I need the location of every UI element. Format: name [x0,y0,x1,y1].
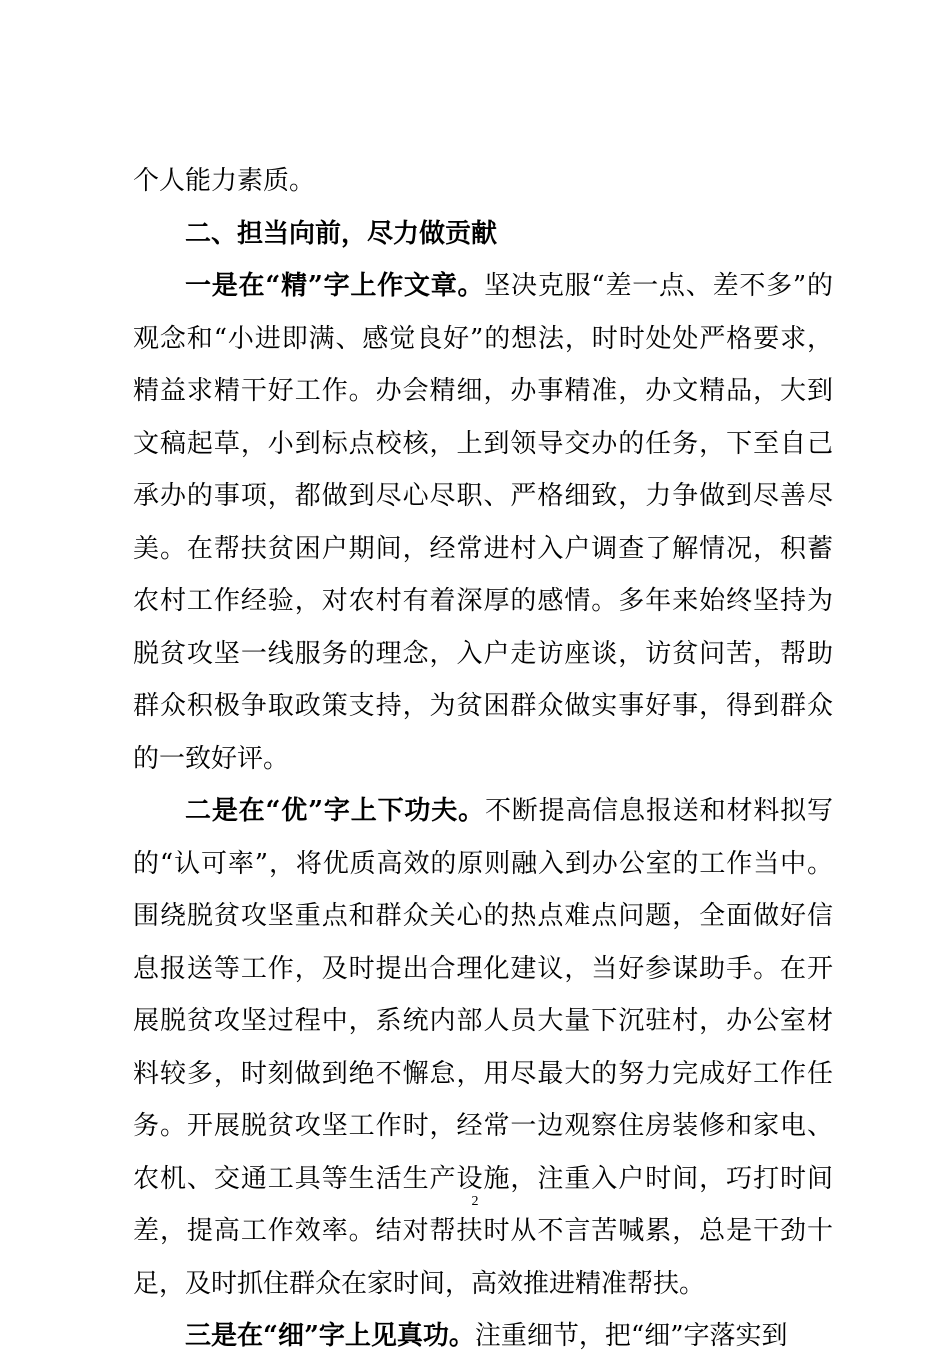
section-heading [133,208,833,261]
paragraph-text: 注重细节，把“细”字落实到 [474,1321,788,1351]
paragraph-lead: 一是在“精”字上作文章。 [185,271,485,301]
section-heading-text: 二、担当向前，尽力做贡献 [185,218,498,249]
document-body [133,155,833,1363]
paragraph-continuation [133,155,833,208]
page-number: 2 [471,1194,479,1209]
paragraph-lead: 三是在“细”字上见真功。 [185,1321,475,1351]
paragraph-text: 个人能力素质。 [133,166,316,196]
paragraph-lead: 二是在“优”字上下功夫。 [185,796,485,826]
paragraph-jing [133,260,833,785]
paragraph-text: 不断提高信息报送和材料拟写的“认可率”，将优质高效的原则融入到办公室的工作当中。围绕脱贫攻坚重点和群众关心的热点难点问题，全面做好信息报送等工作，及时提出合理化建议，当好参谋助手。在开展脱贫攻坚过程中，系统内部人员大量下沉驻村，办公室材料较多，时刻做到绝不懈怠，用尽最大的努力完成好工作任务。开展脱贫攻坚工作时，经常一边观察住房装修和家电、农机、交通工具等生活生产设施，注重入户时间，巧打时间差，提高工作效率。结对帮扶时从不言苦喊累，总是干劲十足，及时抓住群众在家时间，高效推进精准帮扶。 [133,796,833,1299]
paragraph-text: 坚决克服“差一点、差不多”的观念和“小进即满、感觉良好”的想法，时时处处严格要求，精益求精干好工作。办会精细，办事精准，办文精品，大到文稿起草，小到标点校核，上到领导交办的任务，下至自己承办的事项，都做到尽心尽职、严格细致，力争做到尽善尽美。在帮扶贫困户期间，经常进村入户调查了解情况，积蓄农村工作经验，对农村有着深厚的感情。多年来始终坚持为脱贫攻坚一线服务的理念，入户走访座谈，访贫问苦，帮助群众积极争取政策支持，为贫困群众做实事好事，得到群众的一致好评。 [133,271,833,774]
paragraph-you [133,785,833,1310]
paragraph-xi [133,1310,833,1363]
